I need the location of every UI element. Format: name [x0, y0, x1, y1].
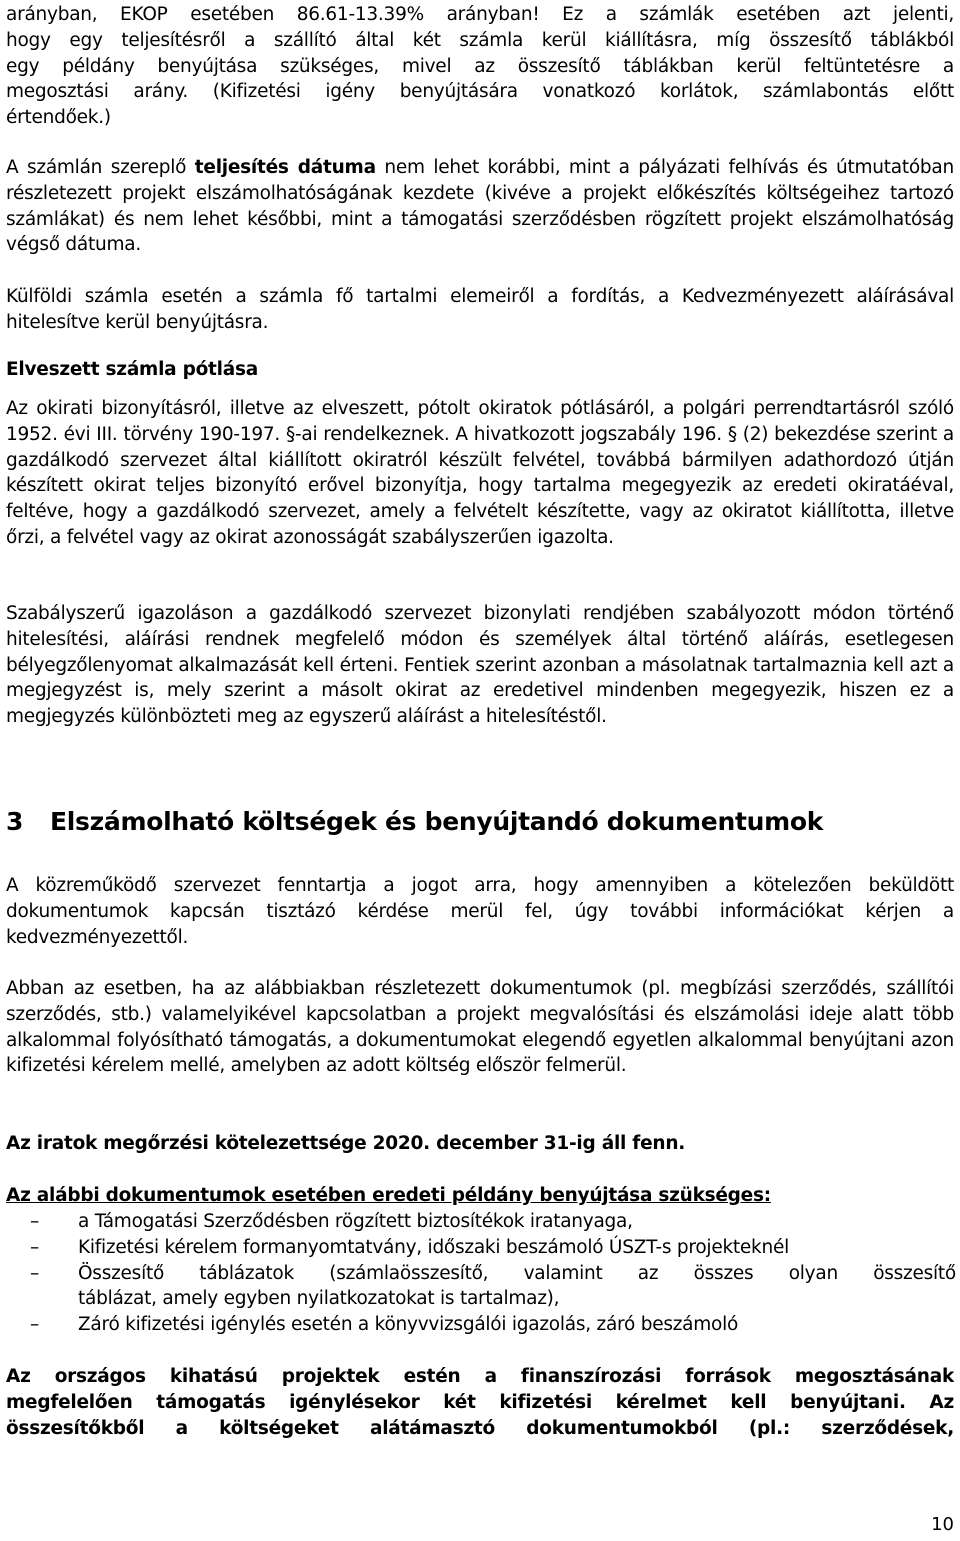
text-run: A számlán szereplő — [6, 157, 195, 178]
text-line: értendőek.) — [6, 107, 111, 129]
list-item-text: Kifizetési kérelem formanyomtatvány, időszaki beszámoló ÚSZT-s projekteknél — [78, 1236, 790, 1258]
paragraph-reserve-right: A közreműködő szervezet fenntartja a jogot arra, hogy amennyiben a kötelezően beküldött dokumentumok kapcsán tisztázó kérdése merül fel, úgy további információkat kérjen a kedvezményezettől. — [6, 875, 954, 948]
dash-bullet: – — [30, 1211, 39, 1232]
list-item — [30, 1209, 956, 1235]
list-item — [30, 1312, 956, 1338]
original-documents-list — [30, 1209, 956, 1338]
dash-bullet: – — [30, 1236, 39, 1258]
list-heading: Az alábbi dokumentumok esetében eredeti példány benyújtása szükséges: — [6, 1185, 771, 1206]
subheading-lost-invoice: Elveszett számla pótlása — [6, 359, 258, 380]
paragraph-foreign-invoice: Külföldi számla esetén a számla fő tartalmi elemeiről a fordítás, a Kedvezményezett aláírásával hitelesítve kerül benyújtásra. — [6, 286, 954, 333]
text-line: összesítőkből a költségeket alátámasztó dokumentumokból (pl.: szerződések, — [6, 1417, 954, 1439]
paragraph-national-projects — [6, 1364, 954, 1441]
paragraph-invoice-date — [6, 155, 954, 258]
text-line: arányban, EKOP esetében 86.61-13.39% arányban! Ez a számlák esetében azt jelenti, — [6, 4, 954, 25]
list-item-text: Összesítő táblázatok (számlaösszesítő, valamint az összes olyan összesítő — [78, 1262, 956, 1284]
list-item — [30, 1261, 956, 1313]
paragraph-certification: Szabályszerű igazoláson a gazdálkodó szervezet bizonylati rendjében szabályozott módon történő hitelesítési, aláírási rendnek megfelelő módon és személyek által történő aláírás, esetlegesen bélyegzőlenyomat alkalmazását kell érteni. Fentiek szerint azonban a másolatnak tartalmaznia kell azt a megjegyzést is, mely szerint a másolt okirat az eredetivel mindenben megegyezik, hiszen ez a megjegyzés különbözteti meg az egyszerű aláírást a hitelesítéstől. — [6, 603, 954, 728]
list-item — [30, 1235, 956, 1261]
list-item-text: táblázat, amely egyben nyilatkozatokat is tartalmaz), — [78, 1288, 560, 1310]
text-run: nem lehet korábbi, mint a pályázati felhívás és útmutatóban részletezett projekt elszámolhatóságának kezdete (kivéve a projekt előkészítés költségeihez tartozó számlákat) és nem lehet későbbi, mint a támogatási szerződésben rögzített projekt elszámolhatóság végső dátuma. — [6, 157, 954, 256]
text-line: hogy egy teljesítésről a szállító által két számla kerül kiállításra, míg összesítő táblákból — [6, 29, 954, 51]
page-number: 10 — [931, 1514, 954, 1535]
paragraph-repeat-documents: Abban az esetben, ha az alábbiakban részletezett dokumentumok (pl. megbízási szerződés, szállítói szerződés, stb.) valamelyikével kapcsolatban a projekt megvalósítási és elszámolási ideje alatt több alkalommal folyósítható támogatás, a dokumentumokat elegendő egyetlen alkalommal benyújtani azon kifizetési kérelem mellé, amelyben az adott költség először felmerül. — [6, 978, 954, 1077]
dash-bullet: – — [30, 1262, 39, 1284]
dash-bullet: – — [30, 1314, 39, 1336]
paragraph-lost-invoice: Az okirati bizonyításról, illetve az elveszett, pótolt okiratok pótlásáról, a polgári perrendtartásról szóló 1952. évi III. törvény 190-197. §-ai rendelkeznek. A hivatkozott jogszabály 196. § (2) bekezdése szerint a gazdálkodó szervezet által kiállított okiratról készült felvétel, továbbá bármilyen adathordozó útján készített okirat teljes bizonyító erővel bizonyítja, hogy tartalma megegyezik az eredeti okiratáéval, feltéve, hogy a gazdálkodó szervezet, amely a felvételt készítette, vagy az okiratot kiállította, illetve őrzi, a felvétel vagy az okirat azonosságát szabályszerűen igazolta. — [6, 398, 954, 548]
section-heading — [6, 807, 954, 837]
list-item-text: a Támogatási Szerződésben rögzített biztosítékok iratanyaga, — [78, 1211, 633, 1232]
paragraph-intro — [6, 2, 954, 131]
text-line: megfelelően támogatás igénylésekor két kifizetési kérelmet kell benyújtani. Az — [6, 1391, 954, 1413]
text-line: egy példány benyújtása szükséges, mivel az összesítő táblákban kerül feltüntetésre a — [6, 55, 954, 77]
text-line: megosztási arány. (Kifizetési igény benyújtására vonatkozó korlátok, számlabontás előtt — [6, 81, 954, 103]
emphasis-performance-date: teljesítés dátuma — [194, 157, 376, 178]
text-line: Az országos kihatású projektek estén a finanszírozási források megosztásának — [6, 1366, 954, 1387]
paragraph-retention: Az iratok megőrzési kötelezettsége 2020. december 31-ig áll fenn. — [6, 1133, 686, 1154]
section-number: 3 — [6, 807, 24, 836]
section-title: Elszámolható költségek és benyújtandó dokumentumok — [50, 807, 824, 836]
list-item-text: Záró kifizetési igénylés esetén a könyvvizsgálói igazolás, záró beszámoló — [78, 1314, 739, 1336]
